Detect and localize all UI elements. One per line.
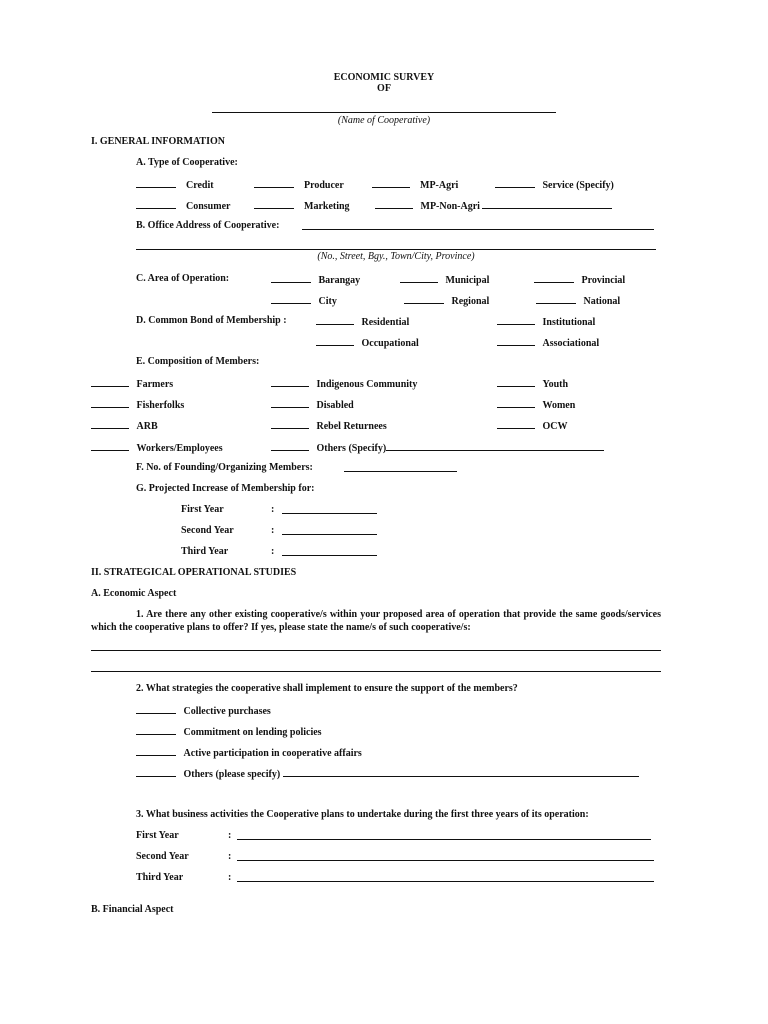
option-credit[interactable]: Credit [136,178,214,192]
option-rebel-returnees[interactable]: Rebel Returnees [271,419,387,433]
option-consumer[interactable]: Consumer [136,199,230,213]
question-1: 1. Are there any other existing cooperative/s within your proposed area of operation that provide the same goods/services which the cooperative plans to offer? If yes, please state the name/s of such cooperative/s: [91,609,661,633]
office-address-label: B. Office Address of Cooperative: [136,220,280,231]
option-residential[interactable]: Residential [316,315,409,329]
colon: : [271,546,275,557]
option-barangay[interactable]: Barangay [271,273,360,287]
business-first-year-label: First Year [136,830,179,841]
strategy-others[interactable]: Others (please specify) [136,767,639,781]
cooperative-name-line[interactable] [212,112,556,113]
office-address-caption: (No., Street, Bgy., Town/City, Province) [317,251,475,262]
projected-first-year-line[interactable] [282,513,377,514]
projected-increase-label: G. Projected Increase of Membership for: [136,483,315,494]
form-title-of: OF [377,83,391,94]
option-regional[interactable]: Regional [404,294,489,308]
option-youth[interactable]: Youth [497,377,568,391]
option-fisherfolks[interactable]: Fisherfolks [91,398,184,412]
option-institutional[interactable]: Institutional [497,315,595,329]
cooperative-name-caption: (Name of Cooperative) [337,115,431,126]
business-first-year-line[interactable] [237,839,651,840]
colon: : [228,830,232,841]
projected-second-year-line[interactable] [282,534,377,535]
option-provincial[interactable]: Provincial [534,273,625,287]
question-1-answer-line-2[interactable] [91,671,661,672]
financial-aspect-heading: B. Financial Aspect [91,904,174,915]
projected-third-year-line[interactable] [282,555,377,556]
option-city[interactable]: City [271,294,337,308]
strategy-lending-policies[interactable]: Commitment on lending policies [136,725,322,739]
colon: : [228,872,232,883]
business-second-year-line[interactable] [237,860,654,861]
option-associational[interactable]: Associational [497,336,599,350]
area-of-operation-label: C. Area of Operation: [136,273,230,284]
section-operational-studies-heading: II. STRATEGICAL OPERATIONAL STUDIES [91,567,297,578]
question-1-answer-line-1[interactable] [91,650,661,651]
option-indigenous-community[interactable]: Indigenous Community [271,377,417,391]
option-ocw[interactable]: OCW [497,419,568,433]
option-disabled[interactable]: Disabled [271,398,354,412]
section-general-information-heading: I. GENERAL INFORMATION [91,136,225,147]
option-marketing[interactable]: Marketing [254,199,350,213]
colon: : [271,504,275,515]
option-national[interactable]: National [536,294,620,308]
question-3: 3. What business activities the Cooperative plans to undertake during the first three years of its operation: [136,809,589,820]
business-second-year-label: Second Year [136,851,189,862]
option-mp-agri[interactable]: MP-Agri [372,178,458,192]
composition-label: E. Composition of Members: [136,356,260,367]
founding-members-line[interactable] [344,471,457,472]
business-third-year-label: Third Year [136,872,184,883]
question-2: 2. What strategies the cooperative shall implement to ensure the support of the members? [136,683,518,694]
option-others-specify[interactable]: Others (Specify) [271,441,604,455]
strategy-collective-purchases[interactable]: Collective purchases [136,704,271,718]
option-municipal[interactable]: Municipal [400,273,489,287]
business-third-year-line[interactable] [237,881,654,882]
strategy-active-participation[interactable]: Active participation in cooperative affairs [136,746,362,760]
option-farmers[interactable]: Farmers [91,377,173,391]
option-mp-non-agri[interactable]: MP-Non-Agri [375,199,612,213]
option-workers-employees[interactable]: Workers/Employees [91,441,223,455]
projected-second-year-label: Second Year [181,525,234,536]
option-women[interactable]: Women [497,398,575,412]
projected-third-year-label: Third Year [181,546,229,557]
office-address-line-2[interactable] [136,249,656,250]
option-occupational[interactable]: Occupational [316,336,419,350]
colon: : [271,525,275,536]
option-arb[interactable]: ARB [91,419,158,433]
economic-aspect-heading: A. Economic Aspect [91,588,177,599]
projected-first-year-label: First Year [181,504,224,515]
type-of-cooperative-label: A. Type of Cooperative: [136,157,238,168]
option-service[interactable]: Service (Specify) [495,178,614,192]
colon: : [228,851,232,862]
founding-members-label: F. No. of Founding/Organizing Members: [136,462,313,473]
office-address-line-1[interactable] [302,229,654,230]
option-producer[interactable]: Producer [254,178,344,192]
common-bond-label: D. Common Bond of Membership : [136,315,287,326]
form-title: ECONOMIC SURVEY [333,72,435,83]
